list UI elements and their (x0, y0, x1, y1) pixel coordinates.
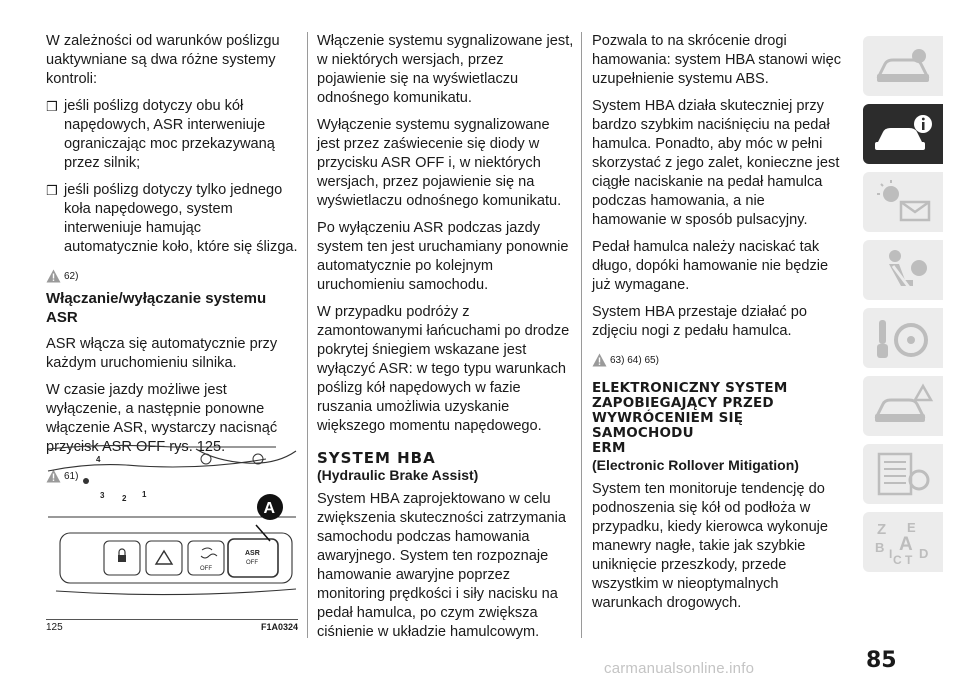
index-letter: D (919, 546, 929, 561)
off-button-label: OFF (246, 560, 258, 566)
alphabetical-index-icon (871, 518, 935, 566)
paragraph: Pozwala to na skrócenie drogi hamowania: system HBA stanowi więc uzupełnienie systemu ABS. (592, 33, 842, 87)
paragraph: W czasie jazdy możliwe jest wyłączenie, a następnie ponowne włączenie ASR, wystarczy nacisnąć przycisk ASR OFF rys. 125. (46, 382, 278, 455)
asr-button-label: ASR (245, 550, 260, 557)
warning-reference (592, 349, 842, 367)
tab-starting-driving[interactable] (863, 308, 943, 368)
paragraph: System HBA przestaje działać po zdjęciu nogi z pedału hamulca. (592, 304, 807, 339)
warning-reference (46, 265, 298, 283)
column-1 (46, 32, 298, 489)
warning-triangle-icon (46, 269, 61, 283)
bullet-text: jeśli poślizg dotyczy tylko jednego koła napędowego, system interweniuje hamując automatycznie koło, które się ślizga. (64, 182, 298, 255)
bullet-item (46, 97, 298, 173)
key-steering-wheel-icon (871, 314, 935, 362)
chapter-tabs (857, 36, 945, 580)
page-number: 85 (866, 648, 897, 673)
tab-dashboard[interactable] (863, 36, 943, 96)
lock-icon (118, 549, 126, 562)
column-divider (307, 32, 308, 638)
section-subheading: (Hydraulic Brake Assist) (317, 467, 479, 483)
tab-maintenance[interactable] (863, 444, 943, 504)
warning-lights-message-icon (871, 178, 935, 226)
car-dashboard-icon (871, 42, 935, 90)
airbag-passenger-icon (871, 246, 935, 294)
figure-rule (46, 619, 298, 620)
hazard-icon (156, 551, 172, 564)
index-letter: B (875, 540, 885, 555)
bullet-mark: ❒ (46, 183, 58, 198)
paragraph: Po wyłączeniu ASR podczas jazdy system ten jest uruchamiany ponownie automatycznie po kolejnym uruchomieniu samochodu. (317, 220, 569, 293)
gear-label: 4 (96, 455, 101, 464)
column-divider (581, 32, 582, 638)
heading-line: ELEKTRONICZNY SYSTEM (592, 380, 788, 396)
index-letter: A (899, 534, 913, 555)
column-3 (592, 32, 842, 621)
tab-safety[interactable] (863, 240, 943, 300)
figure-code: F1A0324 (260, 622, 298, 632)
tab-index[interactable] (863, 512, 943, 572)
intro-paragraph: W zależności od warunków poślizgu uaktywniane są dwa różne systemy kontroli: (46, 33, 280, 87)
section-heading: Włączanie/wyłączanie systemu ASR (46, 290, 267, 326)
car-emergency-icon (871, 382, 935, 430)
figure-number: 125 (46, 622, 63, 633)
esc-off-icon (200, 548, 217, 572)
bullet-item (46, 181, 298, 257)
column-2 (317, 32, 575, 650)
figure-asr-button (46, 441, 298, 628)
paragraph: Pedał hamulca należy naciskać tak długo, dopóki hamowanie nie będzie już wymagane. (592, 239, 829, 293)
tab-emergency[interactable] (863, 376, 943, 436)
paragraph: Wyłączenie systemu sygnalizowane jest przez zaświecenie się diody w przycisku ASR OFF i, w niektórych wersjach, przez pojawienie się na wyświetlaczu odnośnego komunikatu. (317, 117, 562, 209)
esc-off-label: OFF (200, 566, 212, 572)
section-subheading: (Electronic Rollover Mitigation) (592, 457, 799, 473)
index-letter: E (907, 520, 916, 535)
paragraph: Włączenie systemu sygnalizowane jest, w niektórych wersjach, przez pojawienie się na wyświetlaczu odnośnego komunikatu. (317, 33, 574, 106)
paragraph: System HBA działa skuteczniej przy bardzo szybkim naciśnięciu na pedał hamulca. Ponadto, aby móc w pełni skorzystać z jego zalet, konieczne jest ciągłe naciskanie na pedał hamulca podczas hamowania, a nie hamowanie w sposób pulsacyjny. (592, 98, 840, 228)
warning-triangle-icon (592, 353, 607, 367)
warning-ref-number: 62) (64, 271, 79, 282)
bullet-mark: ❒ (46, 99, 58, 114)
gear-label: 1 (142, 490, 147, 499)
paragraph: W przypadku podróży z zamontowanymi łańcuchami po drodze pokrytej śniegiem wskazane jest wyłączyć ASR: w tego typu warunkach poślizg kół napędowych w fazie ruszania umożliwia uzyskanie większego momentu napędowego. (317, 304, 570, 434)
tab-warning-lights[interactable] (863, 172, 943, 232)
warning-ref-number: 61) (64, 471, 79, 482)
heading-line: WYWRÓCENIEM SIĘ SAMOCHODU (592, 410, 744, 441)
watermark: carmanualsonline.info (604, 660, 755, 677)
section-heading-hba: SYSTEM HBA (317, 449, 436, 467)
maintenance-list-icon (871, 450, 935, 498)
callout-letter: A (263, 500, 276, 517)
index-letter: T (905, 553, 913, 566)
warning-ref-number: 63) 64) 65) (610, 355, 659, 366)
car-info-icon (871, 110, 935, 158)
heading-line: ERM (592, 440, 626, 456)
heading-line: ZAPOBIEGAJĄCY PRZED (592, 395, 774, 411)
index-letter: C (893, 553, 902, 566)
section-heading-erm (592, 381, 842, 456)
index-letter: Z (877, 521, 887, 538)
gear-label: 2 (122, 494, 127, 503)
paragraph: System ten monitoruje tendencję do podnoszenia się kół od podłoża w przypadku, kiedy kierowca wykonuje manewry nagłe, takie jak szybkie uniknięcie przeszkody, przede wszystkim w nieoptymalnych warunkach drogowych. (592, 481, 829, 611)
tab-car-info[interactable] (863, 104, 943, 164)
paragraph: ASR włącza się automatycznie przy każdym uruchomieniu silnika. (46, 336, 278, 371)
bullet-text: jeśli poślizg dotyczy obu kół napędowych, ASR interweniuje ograniczając moc przekazywaną przez silnik; (64, 98, 275, 171)
paragraph: System HBA zaprojektowano w celu zwiększenia skuteczności zatrzymania samochodu podczas hamowania awaryjnego. System ten rozpoznaje hamowanie awaryjne poprzez monitoring prędkości i siły nacisku na pedał hamulca, po czym zwiększa ciśnienie w układzie hamulcowym. (317, 491, 566, 640)
index-letter: I (889, 547, 893, 561)
gear-label: 3 (100, 491, 105, 500)
